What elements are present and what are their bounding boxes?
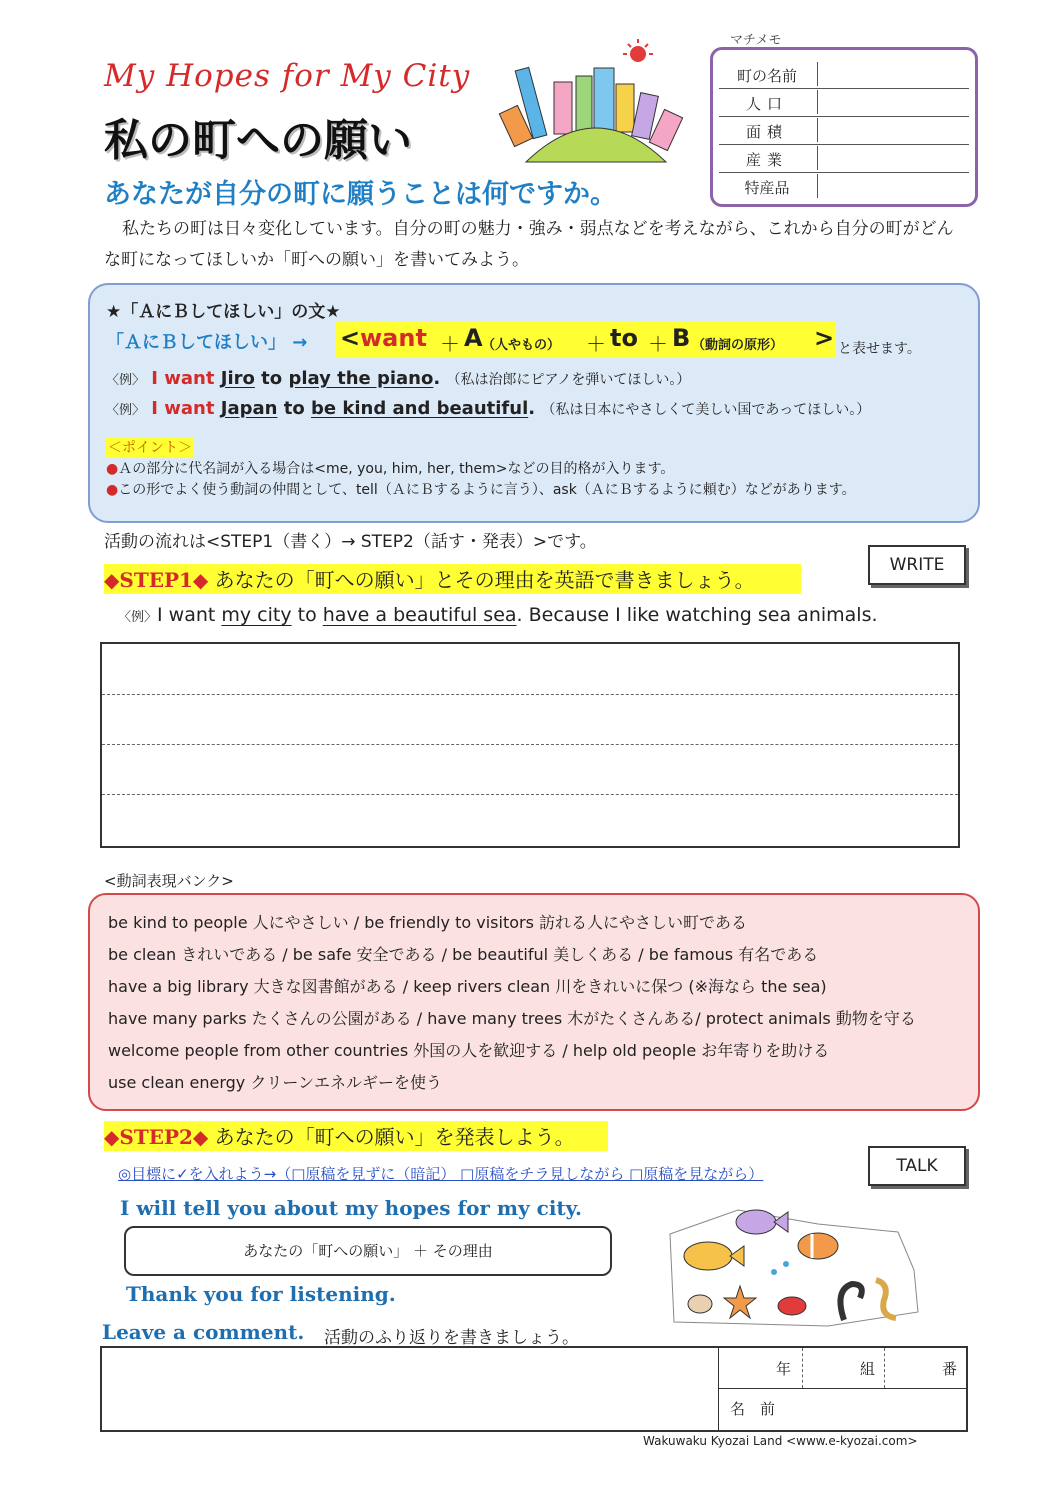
leave-comment-subtitle: 活動のふり返りを書きましょう。	[324, 1328, 579, 1348]
class-label: 組	[860, 1360, 876, 1378]
verb-bank-line: be kind to people 人にやさしい / be friendly to visitors 訪れる人にやさしい町である	[108, 913, 748, 932]
grammar-rule-ja: 「ＡにＢしてほしい」 →	[106, 332, 308, 353]
writing-area[interactable]	[100, 642, 960, 848]
step1-example: 〈例〉I want my city to have a beautiful sea. Because I like watching sea animals.	[118, 604, 878, 626]
credit: Wakuwaku Kyozai Land <www.e-kyozai.com>	[643, 1434, 918, 1448]
year-label: 年	[776, 1360, 792, 1378]
comment-box[interactable]	[100, 1346, 968, 1432]
formula-tail: と表せます。	[838, 341, 921, 357]
memo-row-town-name: 町の名前	[719, 60, 969, 89]
memo-label: マチメモ	[730, 33, 782, 48]
intro-text: 私たちの町は日々変化しています。自分の町の魅力・強み・弱点などを考えながら、これから自分の町がどんな町になってほしいか「町への願い」を書いてみよう。	[104, 219, 954, 270]
point-item-2: ●この形でよく使う動詞の仲間として、tell（ＡにＢするように言う）、ask（ＡにＢするように頼む）などがあります。	[106, 482, 856, 498]
city-illustration	[496, 38, 696, 164]
sea-animals-illustration	[668, 1200, 930, 1328]
memo-row-population: 人口	[719, 88, 969, 117]
memo-row-area: 面積	[719, 116, 969, 145]
presentation-opening: I will tell you about my hopes for my city.	[120, 1196, 582, 1220]
town-memo-box	[710, 47, 978, 207]
step2-heading: ◆STEP2◆ あなたの「町への願い」を発表しよう。	[104, 1121, 608, 1151]
presentation-closing: Thank you for listening.	[126, 1282, 396, 1306]
grammar-example-1: 〈例〉 I want Jiro to play the piano. （私は治郎にピアノを弾いてほしい。）	[106, 368, 691, 389]
verb-bank-line: have a big library 大きな図書館がある / keep rivers clean 川をきれいに保つ (※海なら the sea)	[108, 977, 827, 996]
memo-row-specialty: 特産品	[719, 172, 969, 200]
grammar-formula: < want ＋ A （人やもの） ＋ to ＋ B （動詞の原形） >	[336, 322, 836, 358]
grammar-example-2: 〈例〉 I want Japan to be kind and beautiful. （私は日本にやさしくて美しい国であってほしい。）	[106, 398, 871, 419]
goal-checklist[interactable]: ◎目標に✓を入れよう→（□原稿を見ずに（暗記） □原稿をチラ見しながら □原稿を見ながら）	[118, 1165, 764, 1183]
name-label: 名 前	[730, 1400, 776, 1418]
grammar-title: ★「ＡにＢしてほしい」の文★	[106, 302, 341, 322]
main-question: あなたが自分の町に願うことは何ですか。	[104, 179, 617, 210]
talk-button[interactable]: TALK	[868, 1146, 966, 1186]
point-item-1: ●Ａの部分に代名詞が入る場合は<me, you, him, her, them>などの目的格が入ります。	[106, 461, 675, 477]
number-label: 番	[942, 1360, 958, 1378]
verb-bank-label: <動詞表現バンク>	[104, 872, 234, 890]
verb-bank-line: be clean きれいである / be safe 安全である / be beautiful 美しくある / be famous 有名である	[108, 945, 819, 964]
point-label: ＜ポイント＞	[106, 437, 194, 457]
title-english: My Hopes for My City	[104, 58, 471, 94]
verb-bank-line: welcome people from other countries 外国の人を歓迎する / help old people お年寄りを助ける	[108, 1041, 830, 1060]
title-japanese: 私の町への願い	[104, 115, 412, 166]
verb-bank-line: use clean energy クリーンエネルギーを使う	[108, 1073, 443, 1092]
hope-and-reason-box: あなたの「町への願い」 ＋ その理由	[124, 1226, 612, 1276]
write-button[interactable]: WRITE	[868, 545, 966, 585]
leave-comment-title: Leave a comment.	[102, 1320, 305, 1344]
activity-flow: 活動の流れは<STEP1（書く）→ STEP2（話す・発表）>です。	[104, 532, 597, 552]
step1-heading: ◆STEP1◆ あなたの「町への願い」とその理由を英語で書きましょう。	[104, 564, 801, 594]
verb-bank-line: have many parks たくさんの公園がある / have many trees 木がたくさんある/ protect animals 動物を守る	[108, 1009, 916, 1028]
memo-row-industry: 産業	[719, 144, 969, 173]
